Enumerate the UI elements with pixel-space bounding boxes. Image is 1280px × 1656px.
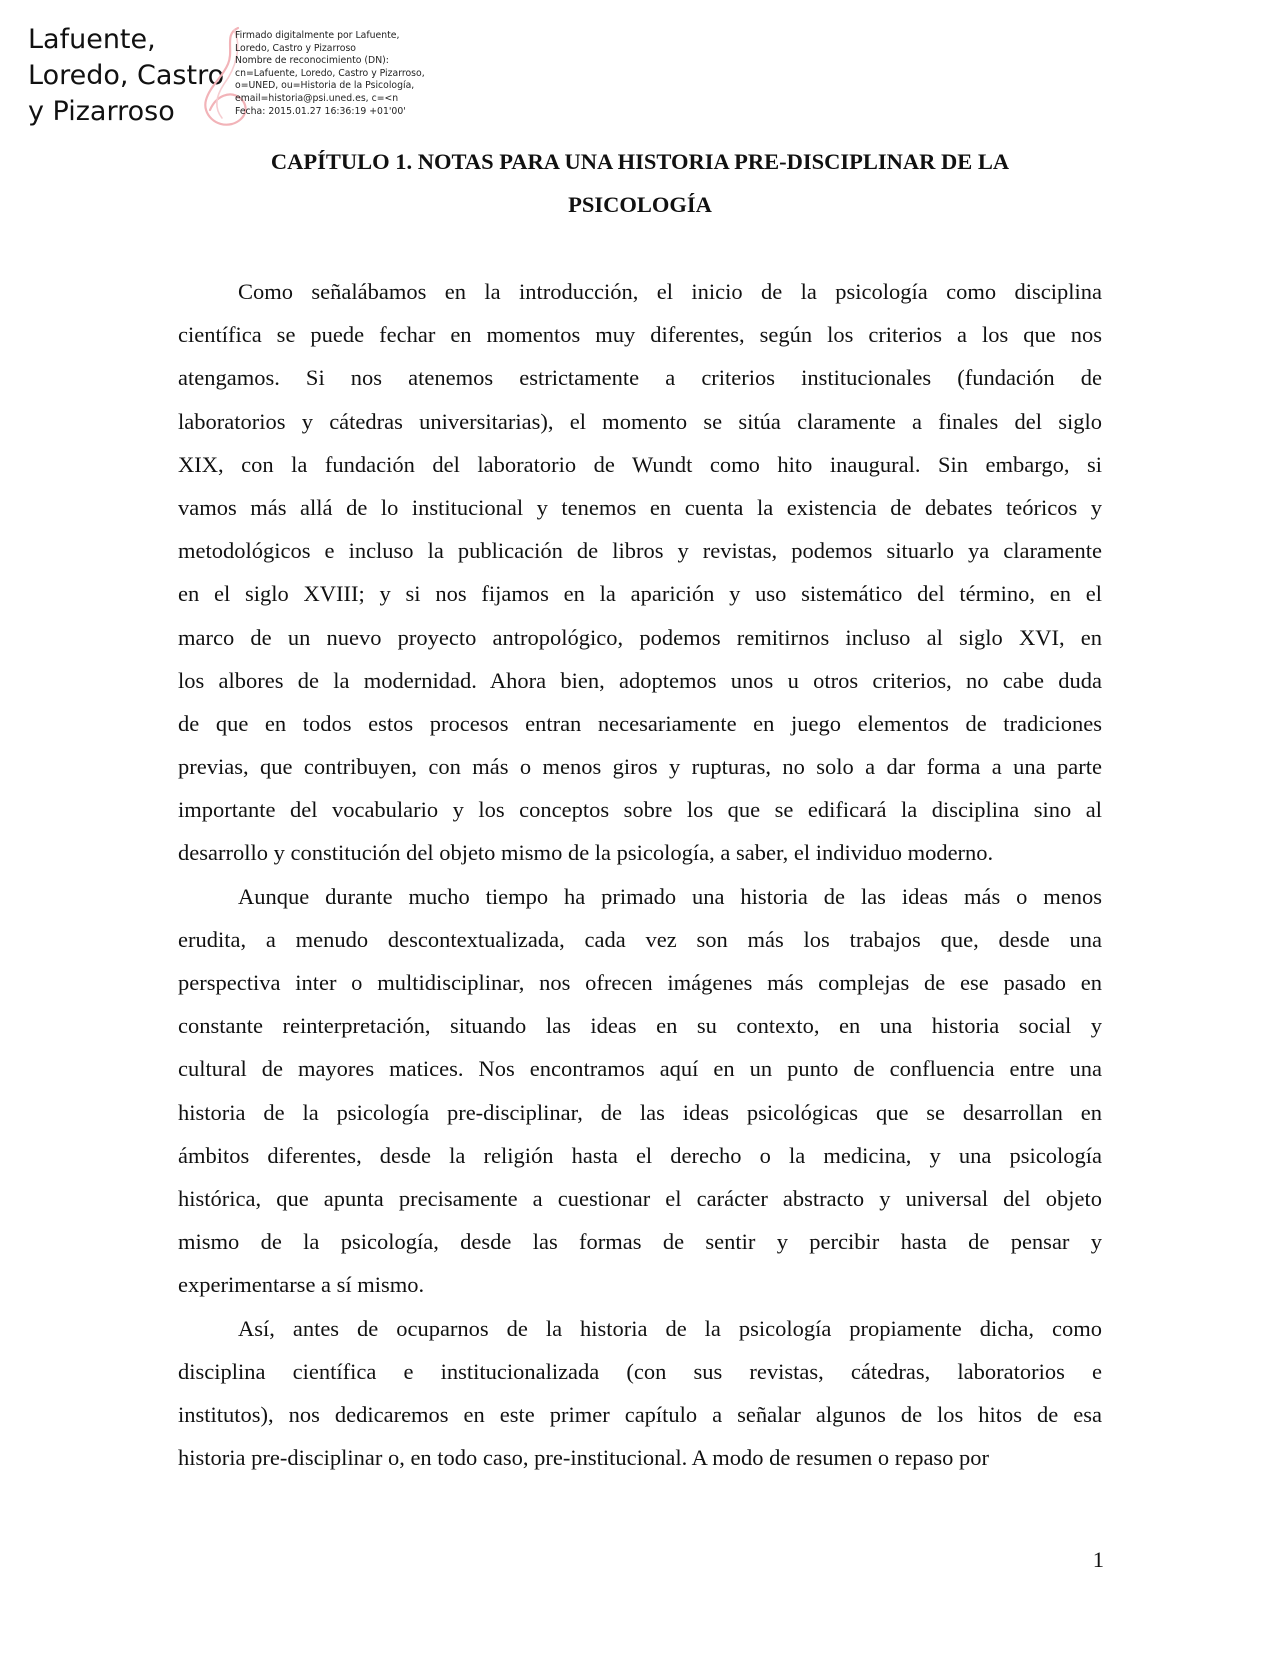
chapter-title-line: PSICOLOGÍA <box>568 192 712 217</box>
paragraph-line: historia de la psicología pre-disciplinar, de las ideas psicológicas que se desarrollan en <box>178 1099 1102 1125</box>
signature-name-line: Lafuente, <box>28 24 156 55</box>
paragraph-line: vamos más allá de lo institucional y tenemos en cuenta la existencia de debates teóricos y <box>178 494 1102 520</box>
paragraph <box>178 1307 1102 1480</box>
chapter-title <box>178 140 1102 226</box>
signature-detail-line: o=UNED, ou=Historia de la Psicología, <box>235 80 415 92</box>
paragraph-line: de que en todos estos procesos entran necesariamente en juego elementos de tradiciones <box>178 710 1102 736</box>
signature-name-line: Loredo, Castro <box>28 60 225 91</box>
paragraph <box>178 270 1102 875</box>
signature-name-line: y Pizarroso <box>28 96 175 127</box>
digital-signature-block <box>28 22 448 132</box>
paragraph-line: Así, antes de ocuparnos de la historia de la psicología propiamente dicha, como <box>238 1315 1102 1341</box>
paragraph-line: ámbitos diferentes, desde la religión hasta el derecho o la medicina, y una psicología <box>178 1142 1102 1168</box>
paragraph-line: disciplina científica e institucionalizada (con sus revistas, cátedras, laboratorios e <box>178 1358 1102 1384</box>
signature-detail-line: Fecha: 2015.01.27 16:36:19 +01'00' <box>235 105 406 117</box>
paragraph-line: Aunque durante mucho tiempo ha primado una historia de las ideas más o menos <box>238 883 1102 909</box>
paragraph-line: cultural de mayores matices. Nos encontramos aquí en un punto de confluencia entre una <box>178 1056 1102 1082</box>
paragraph-line: importante del vocabulario y los conceptos sobre los que se edificará la disciplina sino al <box>178 797 1102 823</box>
paragraph-line: previas, que contribuyen, con más o menos giros y rupturas, no solo a dar forma a una parte <box>178 754 1102 780</box>
paragraph-line: en el siglo XVIII; y si nos fijamos en la aparición y uso sistemático del término, en el <box>178 581 1102 607</box>
signature-detail-line: Nombre de reconocimiento (DN): <box>235 55 389 67</box>
signature-detail-line: Firmado digitalmente por Lafuente, <box>235 30 400 41</box>
chapter-title-line: CAPÍTULO 1. NOTAS PARA UNA HISTORIA PRE-DISCIPLINAR DE LA <box>270 149 1010 174</box>
signature-detail-line: email=historia@psi.uned.es, c=<n <box>235 92 399 104</box>
paragraph-line: institutos), nos dedicaremos en este primer capítulo a señalar algunos de los hitos de esa <box>178 1401 1102 1427</box>
paragraph-line: perspectiva inter o multidisciplinar, nos ofrecen imágenes más complejas de ese pasado en <box>178 970 1102 995</box>
paragraph-line: constante reinterpretación, situando las ideas en su contexto, en una historia social y <box>178 1013 1102 1039</box>
paragraph-line: metodológicos e incluso la publicación de libros y revistas, podemos situarlo ya claramente <box>178 538 1102 564</box>
paragraph-line: erudita, a menudo descontextualizada, cada vez son más los trabajos que, desde una <box>178 926 1102 952</box>
signature-detail-line: Loredo, Castro y Pizarroso <box>235 42 356 54</box>
paragraph-line: experimentarse a sí mismo. <box>178 1272 425 1298</box>
body-text <box>178 270 1102 1479</box>
signature-details <box>235 30 425 118</box>
page-number: 1 <box>1092 1547 1104 1572</box>
paragraph-line: histórica, que apunta precisamente a cuestionar el carácter abstracto y universal del objeto <box>178 1185 1102 1211</box>
paragraph-line: mismo de la psicología, desde las formas de sentir y percibir hasta de pensar y <box>178 1229 1102 1255</box>
paragraph-line: marco de un nuevo proyecto antropológico, podemos remitirnos incluso al siglo XVI, en <box>178 624 1102 650</box>
paragraph-line: desarrollo y constitución del objeto mismo de la psicología, a saber, el individuo moderno. <box>178 840 994 866</box>
paragraph-line: los albores de la modernidad. Ahora bien, adoptemos unos u otros criterios, no cabe duda <box>178 667 1102 693</box>
paragraph-line: científica se puede fechar en momentos muy diferentes, según los criterios a los que nos <box>178 322 1102 348</box>
paragraph-line: atengamos. Si nos atenemos estrictamente a criterios institucionales (fundación de <box>178 365 1102 391</box>
paragraph-line: Como señalábamos en la introducción, el inicio de la psicología como disciplina <box>238 279 1102 304</box>
paragraph-line: XIX, con la fundación del laboratorio de Wundt como hito inaugural. Sin embargo, si <box>178 451 1102 477</box>
signature-detail-line: cn=Lafuente, Loredo, Castro y Pizarroso, <box>235 67 425 79</box>
paragraph-line: laboratorios y cátedras universitarias), el momento se sitúa claramente a finales del siglo <box>178 408 1102 434</box>
paragraph-line: historia pre-disciplinar o, en todo caso, pre-institucional. A modo de resumen o repaso por <box>178 1445 990 1471</box>
paragraph <box>178 875 1102 1307</box>
